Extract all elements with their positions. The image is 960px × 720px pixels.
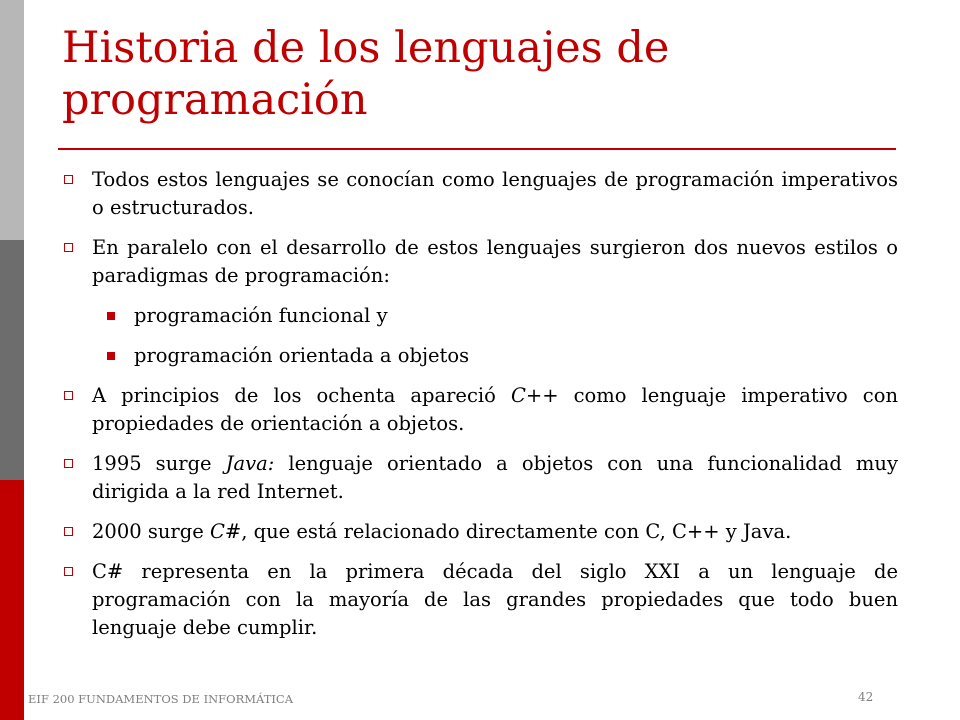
bullet-text: En paralelo con el desarrollo de estos lenguajes surgieron dos nuevos estilos o paradigmas de programación: (92, 236, 898, 287)
title-underline (58, 148, 896, 150)
filled-square-bullet-icon (107, 352, 115, 360)
bullet-text-start: A principios de los ochenta apareció (92, 384, 511, 407)
sub-bullet-item (62, 302, 898, 330)
hollow-square-bullet-icon (64, 243, 73, 252)
sub-bullet-item (62, 342, 898, 370)
bullet-item (62, 234, 898, 290)
bullet-text: Todos estos lenguajes se conocían como lenguajes de programación imperativos o estructurados. (92, 168, 898, 219)
bullet-text-start: 2000 surge (92, 520, 210, 543)
hollow-square-bullet-icon (64, 459, 73, 468)
slide-title: Historia de los lenguajes de programación (62, 23, 670, 125)
hollow-square-bullet-icon (64, 567, 73, 576)
hollow-square-bullet-icon (64, 527, 73, 536)
bullet-text-end: , que está relacionado directamente con C, C++ y Java. (241, 520, 792, 543)
slide-body (62, 166, 898, 654)
language-name: Java: (225, 452, 275, 475)
bullet-text-end: como lenguaje imperativo con propiedades de orientación a objetos. (92, 384, 898, 435)
hollow-square-bullet-icon (64, 175, 73, 184)
hollow-square-bullet-icon (64, 391, 73, 400)
language-name: C++ (510, 384, 559, 407)
sub-bullet-text: programación orientada a objetos (134, 344, 470, 367)
bullet-item (62, 166, 898, 222)
bullet-item (62, 518, 898, 546)
bullet-text-start: 1995 surge (92, 452, 226, 475)
bullet-text-end: lenguaje orientado a objetos con una funcionalidad muy dirigida a la red Internet. (92, 452, 898, 503)
sidebar-segment-dark (0, 240, 24, 480)
footer-course: EIF 200 FUNDAMENTOS DE INFORMÁTICA (28, 692, 294, 706)
sidebar-segment-red (0, 480, 24, 720)
bullet-text: C# representa en la primera década del siglo XXI a un lenguaje de programación con la mayoría de las grandes propiedades que todo buen lenguaje debe cumplir. (92, 560, 898, 639)
bullet-item (62, 558, 898, 642)
page-number: 42 (858, 690, 874, 704)
language-name: C# (209, 520, 242, 543)
sub-bullet-text: programación funcional y (134, 304, 388, 327)
bullet-item (62, 382, 898, 438)
sidebar-segment-light (0, 0, 24, 240)
bullet-item (62, 450, 898, 506)
filled-square-bullet-icon (107, 312, 115, 320)
